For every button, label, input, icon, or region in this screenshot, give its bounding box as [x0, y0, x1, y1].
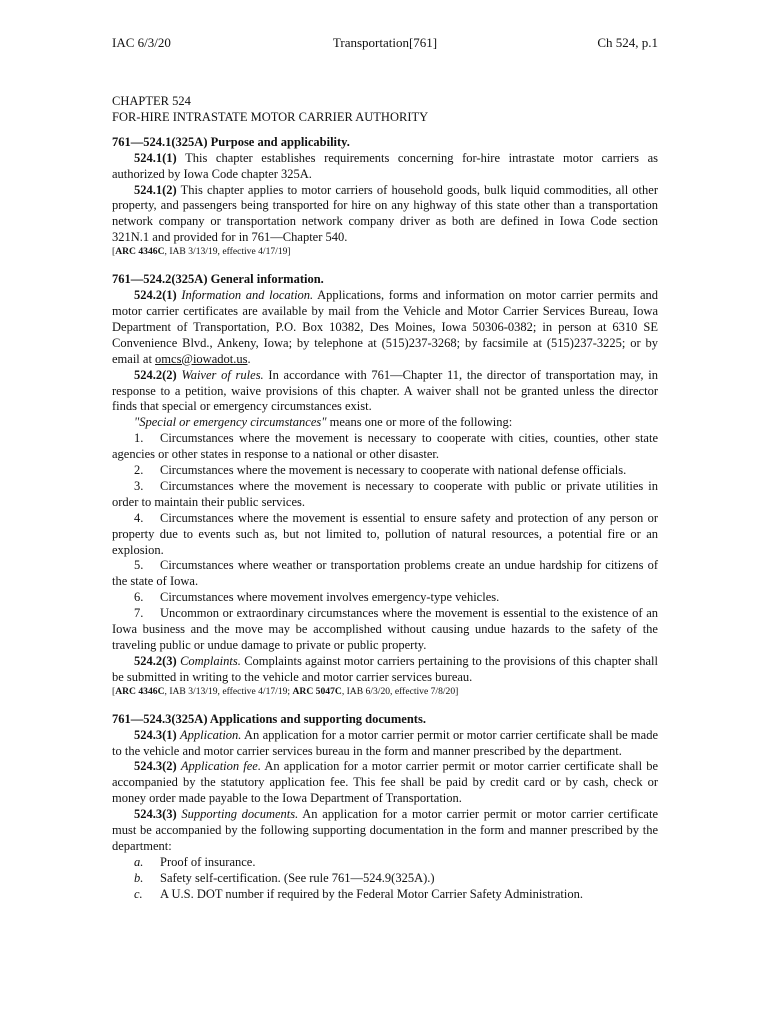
rule-heading: 761—524.1(325A) Purpose and applicability. [112, 134, 350, 149]
rule-heading: 761—524.2(325A) General information. [112, 272, 324, 287]
document-list [112, 855, 658, 903]
subrule-text: An application for a motor carrier permit or motor carrier certificate shall be accompanied by the statutory application fee. This fee shall be paid by credit card or by cash, check or money order made payable to the Iowa Department of Transportation. [112, 759, 658, 806]
subrule-text: This chapter applies to motor carriers of household goods, bulk liquid commodities, all other property, and passengers being transported for hire on any highway of this state other than a transportation network company or transportation network company driver as both are defined in Iowa Code section 321N.1 and provided for in 761—Chapter 540. [112, 182, 658, 245]
subrule-number: 524.1(2) [134, 182, 177, 197]
subrule-524-1-2 [112, 183, 658, 247]
subrule-text: This chapter establishes requirements concerning for-hire intrastate motor carriers as authorized by Iowa Code chapter 325A. [112, 150, 658, 181]
subrule-number: 524.2(3) [134, 653, 177, 668]
header-agency: Transportation[761] [332, 35, 438, 50]
list-item: a. Proof of insurance. [134, 854, 256, 869]
arc-reference: ARC 5047C [292, 685, 342, 697]
subrule-number: 524.2(2) [134, 367, 177, 382]
document-body [112, 94, 658, 903]
subrule-caption: Information and location. [181, 288, 314, 303]
subrule-number: 524.3(2) [134, 759, 177, 774]
subrule-524-2-2 [112, 368, 658, 416]
list-item: 4. Circumstances where the movement is essential to ensure safety and protection of any person or property due to events such as, but not limited to, pollution of natural resources, a potential fire or an explosion. [112, 510, 658, 557]
subrule-text: In accordance with 761—Chapter 11, the director of transportation may, in response to a petition, waive provisions of this chapter. A waiver shall not be granted unless the director finds that special or emergency circumstances exist. [112, 367, 659, 414]
subrule-number: 524.3(1) [134, 727, 177, 742]
arc-reference: ARC 4346C [115, 246, 165, 258]
subrule-text: Complaints against motor carriers pertaining to the provisions of this chapter shall be submitted in writing to the vehicle and motor carrier services bureau. [112, 653, 659, 684]
subrule-caption: Supporting documents. [181, 807, 299, 822]
subrule-text: Applications, forms and information on motor carrier permits and motor carrier certificates are available by mail from the Vehicle and Motor Carrier Services Bureau, Iowa Department of Transportation, P.O. Box 10382, Des Moines, Iowa 50306-0382; in person at 6310 SE Convenience Blvd., Ankeny, Iowa; by telephone at (515)237-3268; by facsimile at (515)237-3225; or by email at [112, 288, 658, 366]
list-item: 2. Circumstances where the movement is necessary to cooperate with national defense officials. [134, 463, 627, 478]
rule-524-1 [112, 135, 658, 258]
subrule-number: 524.1(1) [134, 150, 177, 165]
running-header [112, 35, 658, 51]
subrule-text: An application for a motor carrier permit or motor carrier certificate must be accompanied by the following supporting documentation in the form and manner prescribed by the department: [112, 807, 658, 853]
list-item: 3. Circumstances where the movement is necessary to cooperate with public or private utilities in order to maintain their public services. [112, 478, 658, 509]
subrule-caption: Application. [179, 727, 242, 742]
list-item: 5. Circumstances where weather or transportation problems create an undue hardship for citizens of the state of Iowa. [112, 558, 658, 589]
subrule-524-1-1 [112, 151, 658, 183]
chapter-title: FOR-HIRE INTRASTATE MOTOR CARRIER AUTHORITY [112, 109, 429, 124]
subrule-524-3-2 [112, 759, 658, 807]
list-item: 6. Circumstances where movement involves emergency-type vehicles. [134, 590, 500, 605]
arc-reference: ARC 4346C [115, 685, 165, 697]
list-item: 1. Circumstances where the movement is necessary to cooperate with cities, counties, other state agencies or other states in response to a national or other disaster. [112, 431, 658, 462]
subrule-524-2-1: 524.2(1) Information and location. Applications, forms and information on motor carrier permits and motor carrier certificates are available by mail from the Vehicle and Motor Carrier Services Bureau, Iowa Department of Transportation, P.O. Box 10382, Des Moines, Iowa 50306-0382; in person at 6310 SE Convenience Blvd., Ankeny, Iowa; by telephone at (515)237-3268; by facsimile at (515)237-3225; or by email at omcs@iowadot.us. [112, 288, 658, 366]
rule-524-3 [112, 712, 658, 903]
subrule-number: 524.2(1) [134, 288, 177, 303]
rule-524-2 [112, 272, 658, 698]
subrule-number: 524.3(3) [134, 807, 177, 822]
rule-heading: 761—524.3(325A) Applications and supporting documents. [112, 711, 426, 726]
subrule-caption: Complaints. [180, 653, 241, 668]
list-item: 7. Uncommon or extraordinary circumstances where the movement is essential to the existence of an Iowa business and the move may be accomplished without causing undue hazards to the safety of the traveling public or undue damage to private or public property. [112, 606, 658, 652]
circumstance-list [112, 431, 658, 654]
list-item: b. Safety self-certification. (See rule 761—524.9(325A).) [134, 870, 435, 885]
chapter-number: CHAPTER 524 [112, 94, 191, 108]
list-item: c. A U.S. DOT number if required by the Federal Motor Carrier Safety Administration. [134, 886, 583, 901]
subrule-524-2-3 [112, 654, 658, 686]
defined-term: "Special or emergency circumstances" [134, 415, 327, 430]
subrule-524-3-3 [112, 807, 658, 855]
subrule-text: An application for a motor carrier permit or motor carrier certificate shall be made to the vehicle and motor carrier services bureau in the form and manner prescribed by the department. [112, 727, 658, 758]
subrule-caption: Application fee. [180, 759, 261, 774]
header-date: IAC 6/3/20 [112, 35, 171, 50]
definition: "Special or emergency circumstances" means one or more of the following: [134, 415, 513, 430]
subrule-caption: Waiver of rules. [181, 367, 264, 382]
source-note: [ARC 4346C, IAB 3/13/19, effective 4/17/19; ARC 5047C, IAB 6/3/20, effective 7/8/20] [112, 685, 459, 697]
source-note: [ARC 4346C, IAB 3/13/19, effective 4/17/19] [112, 246, 291, 258]
email-link[interactable]: omcs@iowadot.us [155, 351, 248, 366]
header-page-ref: Ch 524, p.1 [597, 35, 658, 50]
subrule-524-3-1 [112, 728, 658, 760]
